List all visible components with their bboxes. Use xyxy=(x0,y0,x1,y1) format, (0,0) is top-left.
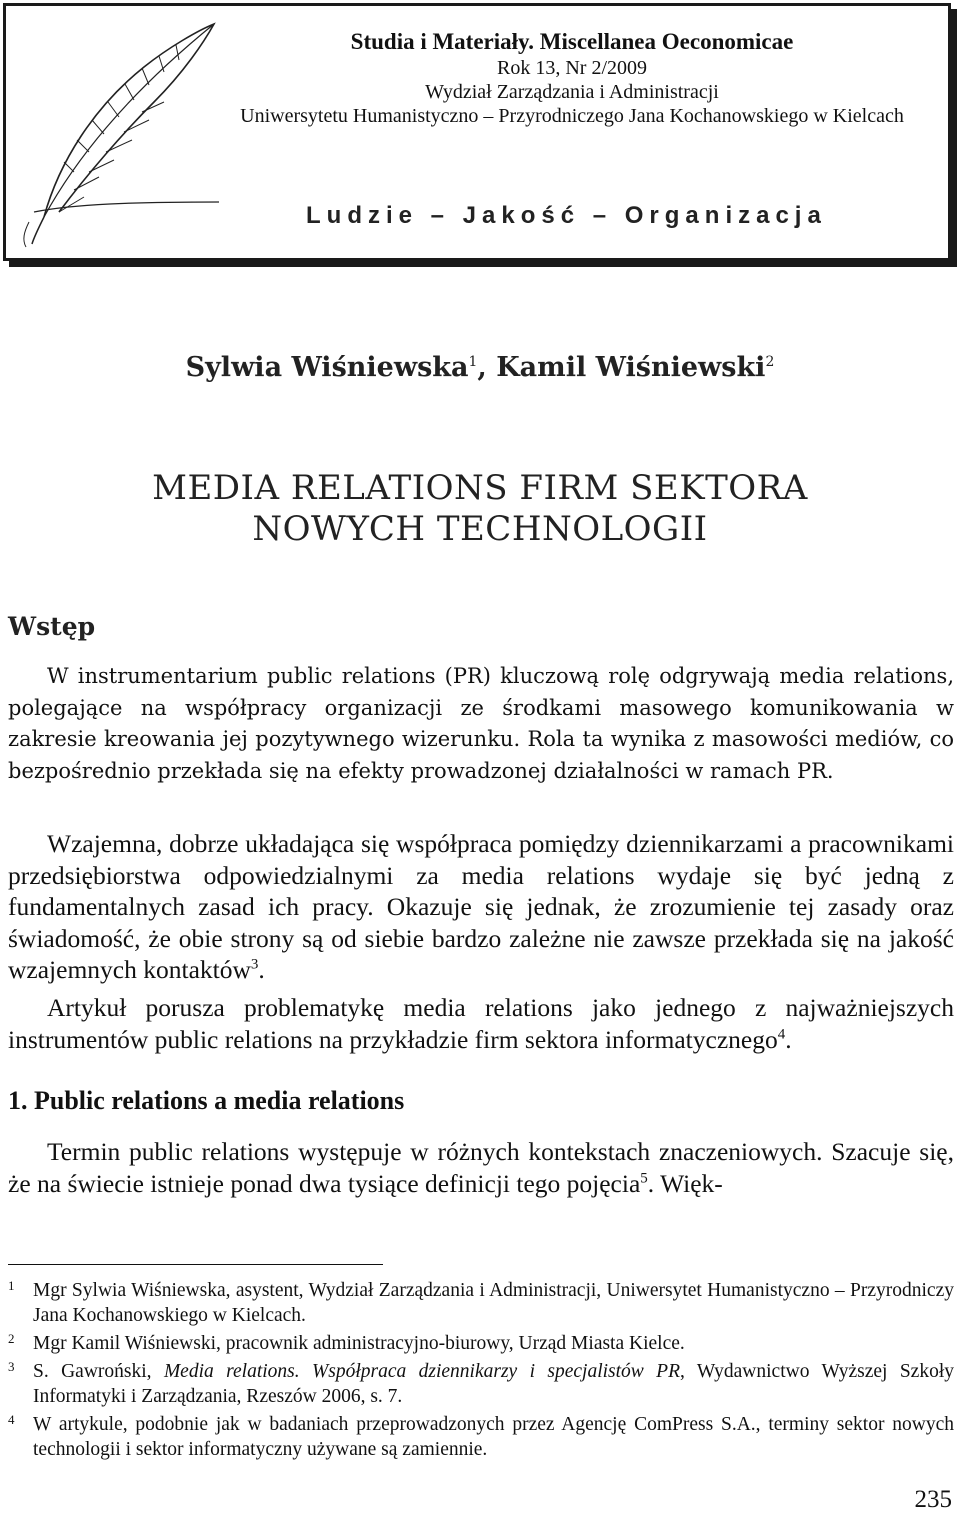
footnote-ref-5: 5 xyxy=(640,1170,648,1186)
article-title xyxy=(0,468,960,550)
article-title-line-1: MEDIA RELATIONS FIRM SEKTORA xyxy=(152,468,808,508)
section-1-paragraph xyxy=(8,1136,954,1199)
footnote-number: 3 xyxy=(8,1359,15,1374)
footnote-text: Mgr Kamil Wiśniewski, pracownik administracyjno-biurowy, Urząd Miasta Kielce. xyxy=(33,1333,685,1354)
quill-pen-icon xyxy=(14,12,224,252)
article-authors xyxy=(0,352,960,383)
intro-paragraph-3 xyxy=(8,992,954,1055)
journal-title: Studia i Materiały. Miscellanea Oeconomicae xyxy=(350,29,794,54)
footnote-3 xyxy=(8,1359,954,1409)
journal-university: Uniwersytetu Humanistyczno – Przyrodniczego Jana Kochanowskiego w Kielcach xyxy=(240,105,904,127)
author-2-ref: 2 xyxy=(765,354,775,370)
footnote-number: 2 xyxy=(8,1331,15,1346)
footnote-text: Mgr Sylwia Wiśniewska, asystent, Wydział Zarządzania i Administracji, Uniwersytet Humanistyczno – Przyrodniczy Jana Kochanowskiego w Kielcach. xyxy=(33,1280,954,1326)
journal-motto: Ludzie – Jakość – Organizacja xyxy=(306,202,827,229)
footnote-book-title: Media relations. Współpraca dziennikarzy i specjalistów PR xyxy=(163,1361,680,1382)
author-2: Kamil Wiśniewski xyxy=(496,352,766,383)
article-title-line-2: NOWYCH TECHNOLOGII xyxy=(252,509,708,549)
footnote-divider xyxy=(8,1264,383,1265)
journal-faculty: Wydział Zarządzania i Administracji xyxy=(425,81,719,103)
footnote-text-pre: S. Gawroński, xyxy=(33,1361,164,1382)
footnote-2 xyxy=(8,1331,954,1356)
footnotes xyxy=(8,1278,954,1465)
intro-paragraph-3-end: . xyxy=(785,1024,792,1054)
footnote-number: 1 xyxy=(8,1278,15,1293)
footnote-text-post: , Wydawnictwo Wyższej Szkoły Informatyki i Zarządzania, Rzeszów 2006, s. 7. xyxy=(33,1361,954,1407)
author-1-ref: 1 xyxy=(468,354,478,370)
intro-paragraph-2-text: Wzajemna, dobrze układająca się współpraca pomiędzy dziennikarzami a pracownikami przedsiębiorstwa odpowiedzialnymi za media relations wydaje się być jedną z fundamentalnych zasad ich pracy. Okazuje się jednak, że zrozumienie tej zasady oraz świadomość, że obie strony są od siebie bardzo zależne nie zawsze przekłada się na jakość wzajemnych kontaktów xyxy=(8,829,954,984)
intro-paragraph-3-text: Artykuł porusza problematykę media relations jako jednego z najważniejszych instrumentów public relations na przykładzie firm sektora informatycznego xyxy=(8,993,954,1054)
footnote-4 xyxy=(8,1412,954,1462)
page-number: 235 xyxy=(914,1486,952,1513)
section-1-paragraph-end: . Więk- xyxy=(647,1168,723,1198)
intro-paragraph-1: W instrumentarium public relations (PR) kluczową rolę odgrywają media relations, polegające na współpracy organizacji ze środkami masowego komunikowania w zakresie kreowania jej pozytywnego wizerunku. Rola ta wynika z masowości mediów, co bezpośrednio przekłada się na efekty prowadzonej działalności w ramach PR. xyxy=(8,664,954,783)
journal-issue: Rok 13, Nr 2/2009 xyxy=(497,57,647,79)
footnote-ref-4: 4 xyxy=(777,1026,786,1042)
journal-header xyxy=(3,3,951,261)
intro-paragraph-2 xyxy=(8,828,954,986)
footnote-number: 4 xyxy=(8,1412,15,1427)
footnote-ref-3: 3 xyxy=(250,956,259,973)
section-1-paragraph-text: Termin public relations występuje w różnych kontekstach znaczeniowych. Szacuje się, że na świecie istnieje ponad dwa tysiące definicji tego pojęcia xyxy=(8,1137,954,1198)
section-1-heading: 1. Public relations a media relations xyxy=(8,1086,405,1115)
intro-heading: Wstęp xyxy=(8,612,96,641)
footnote-1 xyxy=(8,1278,954,1328)
footnote-text: W artykule, podobnie jak w badaniach przeprowadzonych przez Agencję ComPress S.A., terminy sektor nowych technologii i sektor informatyczny używane są zamiennie. xyxy=(33,1414,954,1460)
author-separator: , xyxy=(477,352,497,383)
author-1: Sylwia Wiśniewska xyxy=(185,352,469,383)
intro-paragraph-2-end: . xyxy=(258,955,265,984)
